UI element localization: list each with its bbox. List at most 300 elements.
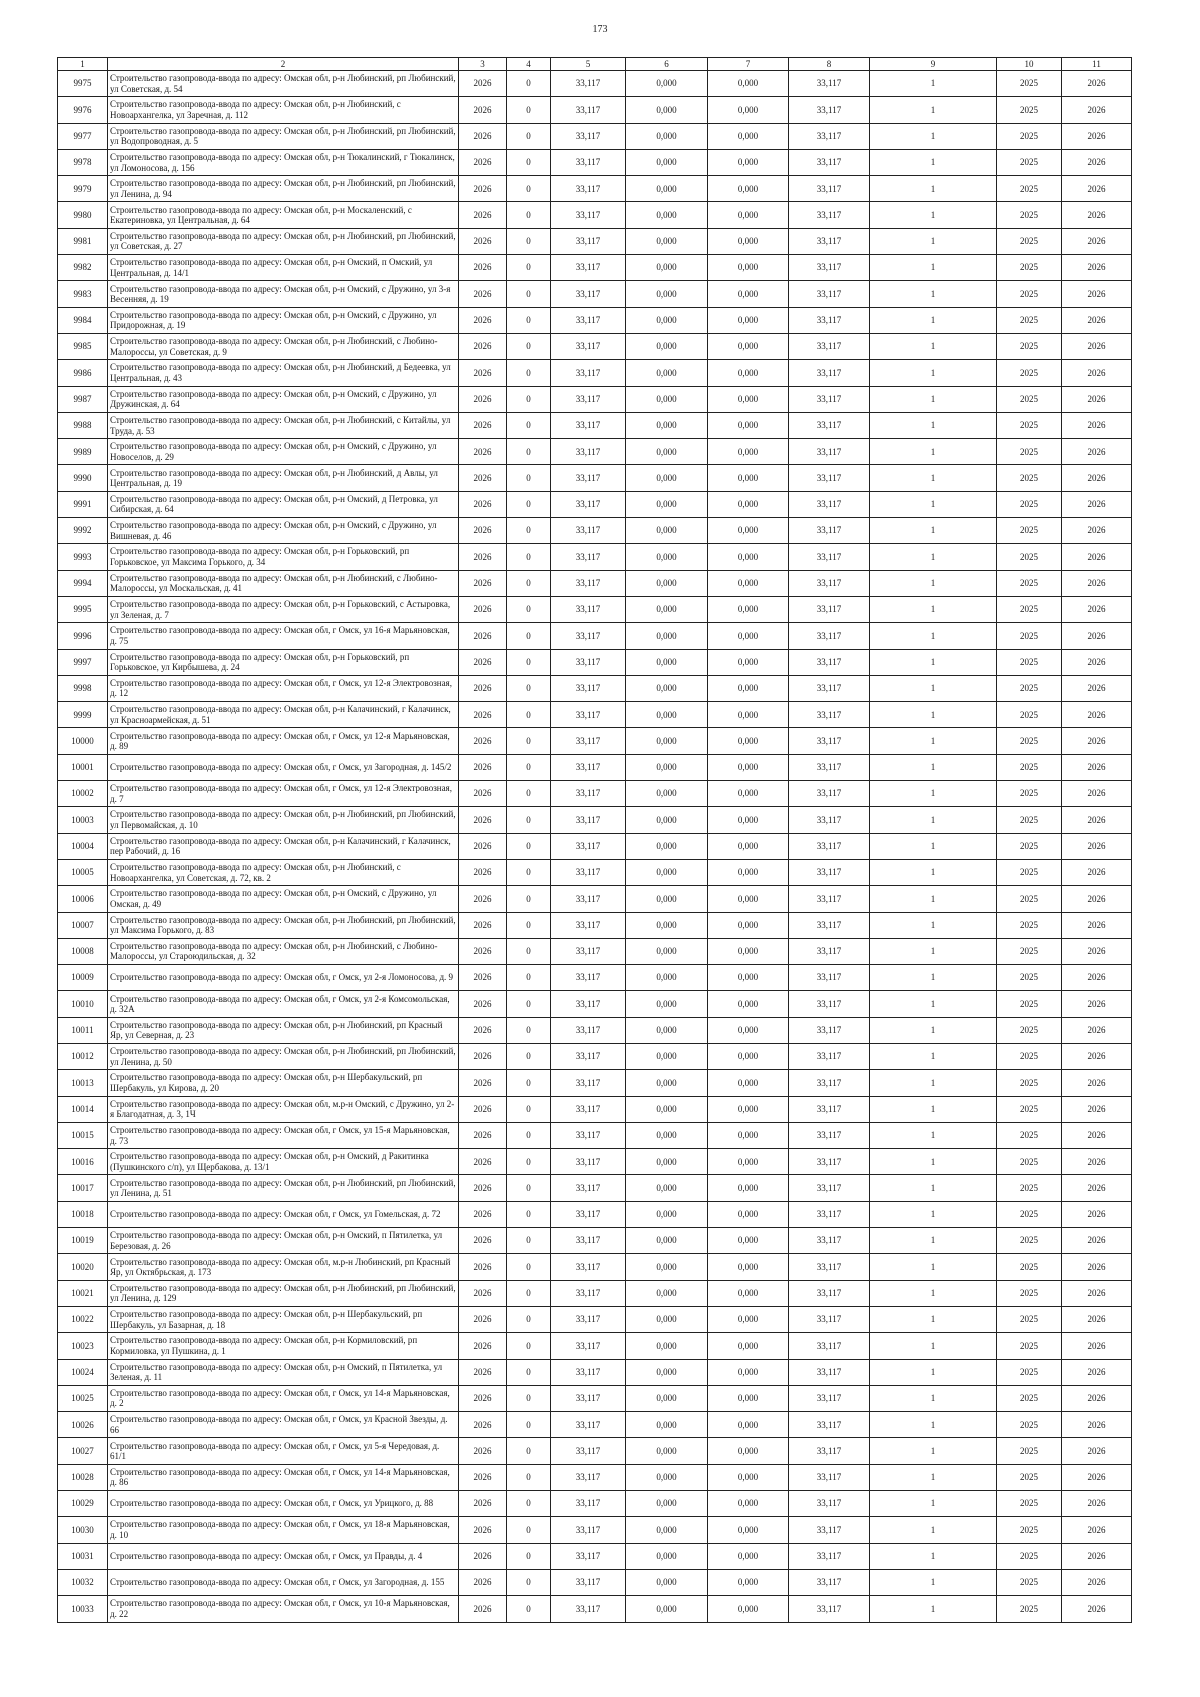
total-cost-cell: 33,117 xyxy=(551,386,626,412)
work-description-cell: Строительство газопровода-ввода по адресу: Омская обл, р-н Любинский, д Авлы, ул Центральная, д. 19 xyxy=(108,465,459,491)
completion-year-cell: 2026 xyxy=(459,1096,507,1122)
total-cost-cell: 33,117 xyxy=(551,1517,626,1543)
start-year-cell: 2025 xyxy=(997,1070,1062,1096)
value-col-4-cell: 0 xyxy=(507,491,551,517)
value-col-4-cell: 0 xyxy=(507,465,551,491)
row-number-cell: 9990 xyxy=(58,465,108,491)
completion-year-cell: 2026 xyxy=(459,465,507,491)
quantity-cell: 1 xyxy=(870,1596,997,1622)
start-year-cell: 2025 xyxy=(997,123,1062,149)
row-number-cell: 10031 xyxy=(58,1543,108,1569)
quantity-cell: 1 xyxy=(870,938,997,964)
value-col-7-cell: 0,000 xyxy=(708,333,789,359)
value-col-6-cell: 0,000 xyxy=(626,1438,708,1464)
table-row xyxy=(58,728,1132,754)
value-col-6-cell: 0,000 xyxy=(626,1122,708,1148)
cost-col-8-cell: 33,117 xyxy=(789,1569,870,1595)
end-year-cell: 2026 xyxy=(1062,1043,1132,1069)
end-year-cell: 2026 xyxy=(1062,439,1132,465)
end-year-cell: 2026 xyxy=(1062,1306,1132,1332)
cost-col-8-cell: 33,117 xyxy=(789,228,870,254)
table-row xyxy=(58,702,1132,728)
total-cost-cell: 33,117 xyxy=(551,1017,626,1043)
work-description-cell: Строительство газопровода-ввода по адресу: Омская обл, р-н Омский, п Пятилетка, ул Зеленая, д. 11 xyxy=(108,1359,459,1385)
row-number-cell: 9999 xyxy=(58,702,108,728)
row-number-cell: 10022 xyxy=(58,1306,108,1332)
value-col-4-cell: 0 xyxy=(507,754,551,780)
completion-year-cell: 2026 xyxy=(459,544,507,570)
row-number-cell: 10023 xyxy=(58,1333,108,1359)
end-year-cell: 2026 xyxy=(1062,1228,1132,1254)
cost-col-8-cell: 33,117 xyxy=(789,202,870,228)
quantity-cell: 1 xyxy=(870,1070,997,1096)
total-cost-cell: 33,117 xyxy=(551,1096,626,1122)
work-description-cell: Строительство газопровода-ввода по адресу: Омская обл, р-н Омский, д Петровка, ул Сибирская, д. 64 xyxy=(108,491,459,517)
value-col-6-cell: 0,000 xyxy=(626,1201,708,1227)
completion-year-cell: 2026 xyxy=(459,1175,507,1201)
value-col-6-cell: 0,000 xyxy=(626,491,708,517)
completion-year-cell: 2026 xyxy=(459,491,507,517)
quantity-cell: 1 xyxy=(870,149,997,175)
value-col-6-cell: 0,000 xyxy=(626,833,708,859)
completion-year-cell: 2026 xyxy=(459,886,507,912)
end-year-cell: 2026 xyxy=(1062,491,1132,517)
quantity-cell: 1 xyxy=(870,1175,997,1201)
total-cost-cell: 33,117 xyxy=(551,1543,626,1569)
end-year-cell: 2026 xyxy=(1062,886,1132,912)
value-col-6-cell: 0,000 xyxy=(626,439,708,465)
completion-year-cell: 2026 xyxy=(459,412,507,438)
table-row xyxy=(58,1201,1132,1227)
start-year-cell: 2025 xyxy=(997,859,1062,885)
row-number-cell: 9982 xyxy=(58,255,108,281)
work-description-cell: Строительство газопровода-ввода по адресу: Омская обл, г Омск, ул Урицкого, д. 88 xyxy=(108,1491,459,1517)
quantity-cell: 1 xyxy=(870,859,997,885)
total-cost-cell: 33,117 xyxy=(551,360,626,386)
start-year-cell: 2025 xyxy=(997,412,1062,438)
value-col-7-cell: 0,000 xyxy=(708,1228,789,1254)
completion-year-cell: 2026 xyxy=(459,938,507,964)
work-description-cell: Строительство газопровода-ввода по адресу: Омская обл, г Омск, ул Гомельская, д. 72 xyxy=(108,1201,459,1227)
cost-col-8-cell: 33,117 xyxy=(789,1517,870,1543)
total-cost-cell: 33,117 xyxy=(551,439,626,465)
row-number-cell: 10012 xyxy=(58,1043,108,1069)
row-number-cell: 9977 xyxy=(58,123,108,149)
completion-year-cell: 2026 xyxy=(459,202,507,228)
value-col-4-cell: 0 xyxy=(507,71,551,97)
cost-col-8-cell: 33,117 xyxy=(789,1070,870,1096)
quantity-cell: 1 xyxy=(870,965,997,991)
end-year-cell: 2026 xyxy=(1062,1070,1132,1096)
row-number-cell: 10009 xyxy=(58,965,108,991)
end-year-cell: 2026 xyxy=(1062,1096,1132,1122)
table-row xyxy=(58,1359,1132,1385)
table-row xyxy=(58,149,1132,175)
value-col-7-cell: 0,000 xyxy=(708,149,789,175)
total-cost-cell: 33,117 xyxy=(551,649,626,675)
total-cost-cell: 33,117 xyxy=(551,228,626,254)
completion-year-cell: 2026 xyxy=(459,97,507,123)
value-col-6-cell: 0,000 xyxy=(626,754,708,780)
cost-col-8-cell: 33,117 xyxy=(789,1096,870,1122)
start-year-cell: 2025 xyxy=(997,333,1062,359)
end-year-cell: 2026 xyxy=(1062,807,1132,833)
row-number-cell: 10015 xyxy=(58,1122,108,1148)
value-col-7-cell: 0,000 xyxy=(708,781,789,807)
value-col-4-cell: 0 xyxy=(507,333,551,359)
row-number-cell: 9998 xyxy=(58,675,108,701)
total-cost-cell: 33,117 xyxy=(551,1254,626,1280)
row-number-cell: 10016 xyxy=(58,1149,108,1175)
work-description-cell: Строительство газопровода-ввода по адресу: Омская обл, г Омск, ул Красной Звезды, д. 66 xyxy=(108,1412,459,1438)
start-year-cell: 2025 xyxy=(997,675,1062,701)
cost-col-8-cell: 33,117 xyxy=(789,675,870,701)
end-year-cell: 2026 xyxy=(1062,1359,1132,1385)
value-col-7-cell: 0,000 xyxy=(708,1043,789,1069)
work-description-cell: Строительство газопровода-ввода по адресу: Омская обл, г Омск, ул 18-я Марьяновская, д. 10 xyxy=(108,1517,459,1543)
completion-year-cell: 2026 xyxy=(459,1228,507,1254)
total-cost-cell: 33,117 xyxy=(551,1228,626,1254)
value-col-6-cell: 0,000 xyxy=(626,1412,708,1438)
work-description-cell: Строительство газопровода-ввода по адресу: Омская обл, р-н Шербакульский, рп Шербакуль, ул Базарная, д. 18 xyxy=(108,1306,459,1332)
total-cost-cell: 33,117 xyxy=(551,1412,626,1438)
table-row xyxy=(58,833,1132,859)
cost-col-8-cell: 33,117 xyxy=(789,71,870,97)
work-description-cell: Строительство газопровода-ввода по адресу: Омская обл, р-н Любинский, с Любино-Малороссы, ул Староюдильская, д. 32 xyxy=(108,938,459,964)
cost-col-8-cell: 33,117 xyxy=(789,702,870,728)
start-year-cell: 2025 xyxy=(997,1043,1062,1069)
cost-col-8-cell: 33,117 xyxy=(789,412,870,438)
completion-year-cell: 2026 xyxy=(459,807,507,833)
quantity-cell: 1 xyxy=(870,1464,997,1490)
value-col-4-cell: 0 xyxy=(507,912,551,938)
completion-year-cell: 2026 xyxy=(459,1385,507,1411)
value-col-7-cell: 0,000 xyxy=(708,1569,789,1595)
column-number-cell: 10 xyxy=(997,58,1062,71)
total-cost-cell: 33,117 xyxy=(551,1175,626,1201)
completion-year-cell: 2026 xyxy=(459,1333,507,1359)
completion-year-cell: 2026 xyxy=(459,859,507,885)
quantity-cell: 1 xyxy=(870,412,997,438)
end-year-cell: 2026 xyxy=(1062,1596,1132,1622)
value-col-6-cell: 0,000 xyxy=(626,728,708,754)
end-year-cell: 2026 xyxy=(1062,1412,1132,1438)
value-col-7-cell: 0,000 xyxy=(708,544,789,570)
value-col-7-cell: 0,000 xyxy=(708,1306,789,1332)
value-col-6-cell: 0,000 xyxy=(626,1070,708,1096)
work-description-cell: Строительство газопровода-ввода по адресу: Омская обл, р-н Любинский, рп Любинский, ул Ленина, д. 129 xyxy=(108,1280,459,1306)
value-col-7-cell: 0,000 xyxy=(708,465,789,491)
work-description-cell: Строительство газопровода-ввода по адресу: Омская обл, р-н Омский, с Дружино, ул 3-я Весенняя, д. 19 xyxy=(108,281,459,307)
total-cost-cell: 33,117 xyxy=(551,1464,626,1490)
table-row xyxy=(58,1543,1132,1569)
start-year-cell: 2025 xyxy=(997,1385,1062,1411)
start-year-cell: 2025 xyxy=(997,1359,1062,1385)
value-col-7-cell: 0,000 xyxy=(708,1175,789,1201)
quantity-cell: 1 xyxy=(870,228,997,254)
value-col-7-cell: 0,000 xyxy=(708,1122,789,1148)
work-description-cell: Строительство газопровода-ввода по адресу: Омская обл, р-н Любинский, с Любино-Малороссы, ул Советская, д. 9 xyxy=(108,333,459,359)
completion-year-cell: 2026 xyxy=(459,1017,507,1043)
start-year-cell: 2025 xyxy=(997,544,1062,570)
work-description-cell: Строительство газопровода-ввода по адресу: Омская обл, р-н Омский, с Дружино, ул Вишневая, д. 46 xyxy=(108,518,459,544)
start-year-cell: 2025 xyxy=(997,149,1062,175)
start-year-cell: 2025 xyxy=(997,360,1062,386)
row-number-cell: 9980 xyxy=(58,202,108,228)
total-cost-cell: 33,117 xyxy=(551,176,626,202)
end-year-cell: 2026 xyxy=(1062,1517,1132,1543)
work-description-cell: Строительство газопровода-ввода по адресу: Омская обл, м.р-н Любинский, рп Красный Яр, ул Октябрьская, д. 173 xyxy=(108,1254,459,1280)
end-year-cell: 2026 xyxy=(1062,1122,1132,1148)
cost-col-8-cell: 33,117 xyxy=(789,938,870,964)
end-year-cell: 2026 xyxy=(1062,754,1132,780)
completion-year-cell: 2026 xyxy=(459,649,507,675)
table-row xyxy=(58,1070,1132,1096)
cost-col-8-cell: 33,117 xyxy=(789,307,870,333)
value-col-4-cell: 0 xyxy=(507,412,551,438)
end-year-cell: 2026 xyxy=(1062,1385,1132,1411)
value-col-4-cell: 0 xyxy=(507,518,551,544)
cost-col-8-cell: 33,117 xyxy=(789,1491,870,1517)
work-description-cell: Строительство газопровода-ввода по адресу: Омская обл, р-н Любинский, с Новоархангелка, ул Заречная, д. 112 xyxy=(108,97,459,123)
cost-col-8-cell: 33,117 xyxy=(789,518,870,544)
value-col-7-cell: 0,000 xyxy=(708,1149,789,1175)
table-row xyxy=(58,1464,1132,1490)
work-description-cell: Строительство газопровода-ввода по адресу: Омская обл, г Омск, ул Правды, д. 4 xyxy=(108,1543,459,1569)
value-col-6-cell: 0,000 xyxy=(626,1385,708,1411)
value-col-6-cell: 0,000 xyxy=(626,176,708,202)
table-row xyxy=(58,1333,1132,1359)
quantity-cell: 1 xyxy=(870,1438,997,1464)
value-col-6-cell: 0,000 xyxy=(626,1543,708,1569)
quantity-cell: 1 xyxy=(870,1569,997,1595)
start-year-cell: 2025 xyxy=(997,228,1062,254)
cost-col-8-cell: 33,117 xyxy=(789,886,870,912)
quantity-cell: 1 xyxy=(870,1543,997,1569)
quantity-cell: 1 xyxy=(870,307,997,333)
quantity-cell: 1 xyxy=(870,596,997,622)
value-col-7-cell: 0,000 xyxy=(708,518,789,544)
completion-year-cell: 2026 xyxy=(459,965,507,991)
completion-year-cell: 2026 xyxy=(459,1122,507,1148)
value-col-7-cell: 0,000 xyxy=(708,1254,789,1280)
completion-year-cell: 2026 xyxy=(459,228,507,254)
total-cost-cell: 33,117 xyxy=(551,728,626,754)
cost-col-8-cell: 33,117 xyxy=(789,623,870,649)
work-description-cell: Строительство газопровода-ввода по адресу: Омская обл, р-н Любинский, рп Любинский, ул Советская, д. 27 xyxy=(108,228,459,254)
total-cost-cell: 33,117 xyxy=(551,518,626,544)
start-year-cell: 2025 xyxy=(997,912,1062,938)
work-description-cell: Строительство газопровода-ввода по адресу: Омская обл, р-н Любинский, рп Любинский, ул Ленина, д. 50 xyxy=(108,1043,459,1069)
value-col-6-cell: 0,000 xyxy=(626,518,708,544)
quantity-cell: 1 xyxy=(870,176,997,202)
value-col-6-cell: 0,000 xyxy=(626,807,708,833)
quantity-cell: 1 xyxy=(870,728,997,754)
end-year-cell: 2026 xyxy=(1062,859,1132,885)
quantity-cell: 1 xyxy=(870,1491,997,1517)
start-year-cell: 2025 xyxy=(997,991,1062,1017)
value-col-6-cell: 0,000 xyxy=(626,465,708,491)
table-row xyxy=(58,544,1132,570)
value-col-4-cell: 0 xyxy=(507,1149,551,1175)
total-cost-cell: 33,117 xyxy=(551,1596,626,1622)
row-number-cell: 10025 xyxy=(58,1385,108,1411)
column-number-row xyxy=(58,58,1132,71)
value-col-4-cell: 0 xyxy=(507,176,551,202)
value-col-6-cell: 0,000 xyxy=(626,912,708,938)
value-col-6-cell: 0,000 xyxy=(626,123,708,149)
work-description-cell: Строительство газопровода-ввода по адресу: Омская обл, р-н Тюкалинский, г Тюкалинск, ул Ломоносова, д. 156 xyxy=(108,149,459,175)
row-number-cell: 10032 xyxy=(58,1569,108,1595)
start-year-cell: 2025 xyxy=(997,71,1062,97)
total-cost-cell: 33,117 xyxy=(551,149,626,175)
value-col-6-cell: 0,000 xyxy=(626,570,708,596)
start-year-cell: 2025 xyxy=(997,1122,1062,1148)
value-col-7-cell: 0,000 xyxy=(708,439,789,465)
quantity-cell: 1 xyxy=(870,333,997,359)
end-year-cell: 2026 xyxy=(1062,360,1132,386)
end-year-cell: 2026 xyxy=(1062,596,1132,622)
end-year-cell: 2026 xyxy=(1062,281,1132,307)
table-row xyxy=(58,1385,1132,1411)
start-year-cell: 2025 xyxy=(997,491,1062,517)
value-col-7-cell: 0,000 xyxy=(708,412,789,438)
start-year-cell: 2025 xyxy=(997,1543,1062,1569)
row-number-cell: 10001 xyxy=(58,754,108,780)
total-cost-cell: 33,117 xyxy=(551,991,626,1017)
work-description-cell: Строительство газопровода-ввода по адресу: Омская обл, р-н Горьковский, с Астыровка, ул Зеленая, д. 7 xyxy=(108,596,459,622)
column-number-cell: 4 xyxy=(507,58,551,71)
end-year-cell: 2026 xyxy=(1062,1464,1132,1490)
completion-year-cell: 2026 xyxy=(459,912,507,938)
value-col-4-cell: 0 xyxy=(507,1122,551,1148)
value-col-4-cell: 0 xyxy=(507,649,551,675)
row-number-cell: 9989 xyxy=(58,439,108,465)
quantity-cell: 1 xyxy=(870,754,997,780)
value-col-6-cell: 0,000 xyxy=(626,649,708,675)
completion-year-cell: 2026 xyxy=(459,570,507,596)
end-year-cell: 2026 xyxy=(1062,518,1132,544)
end-year-cell: 2026 xyxy=(1062,1543,1132,1569)
table-row xyxy=(58,859,1132,885)
column-number-cell: 11 xyxy=(1062,58,1132,71)
total-cost-cell: 33,117 xyxy=(551,1306,626,1332)
completion-year-cell: 2026 xyxy=(459,1280,507,1306)
end-year-cell: 2026 xyxy=(1062,781,1132,807)
completion-year-cell: 2026 xyxy=(459,71,507,97)
work-description-cell: Строительство газопровода-ввода по адресу: Омская обл, р-н Любинский, рп Любинский, ул Советская, д. 54 xyxy=(108,71,459,97)
value-col-4-cell: 0 xyxy=(507,1280,551,1306)
quantity-cell: 1 xyxy=(870,912,997,938)
start-year-cell: 2025 xyxy=(997,1569,1062,1595)
completion-year-cell: 2026 xyxy=(459,1306,507,1332)
end-year-cell: 2026 xyxy=(1062,307,1132,333)
value-col-4-cell: 0 xyxy=(507,938,551,964)
cost-col-8-cell: 33,117 xyxy=(789,570,870,596)
column-number-cell: 8 xyxy=(789,58,870,71)
value-col-6-cell: 0,000 xyxy=(626,307,708,333)
completion-year-cell: 2026 xyxy=(459,1491,507,1517)
value-col-6-cell: 0,000 xyxy=(626,859,708,885)
value-col-4-cell: 0 xyxy=(507,570,551,596)
value-col-4-cell: 0 xyxy=(507,596,551,622)
table-row xyxy=(58,1517,1132,1543)
work-description-cell: Строительство газопровода-ввода по адресу: Омская обл, р-н Омский, с Дружино, ул Омская, д. 49 xyxy=(108,886,459,912)
value-col-4-cell: 0 xyxy=(507,1228,551,1254)
row-number-cell: 9994 xyxy=(58,570,108,596)
cost-col-8-cell: 33,117 xyxy=(789,965,870,991)
cost-col-8-cell: 33,117 xyxy=(789,991,870,1017)
row-number-cell: 9981 xyxy=(58,228,108,254)
cost-col-8-cell: 33,117 xyxy=(789,1543,870,1569)
total-cost-cell: 33,117 xyxy=(551,965,626,991)
total-cost-cell: 33,117 xyxy=(551,702,626,728)
column-number-cell: 1 xyxy=(58,58,108,71)
value-col-4-cell: 0 xyxy=(507,439,551,465)
start-year-cell: 2025 xyxy=(997,833,1062,859)
quantity-cell: 1 xyxy=(870,518,997,544)
work-description-cell: Строительство газопровода-ввода по адресу: Омская обл, р-н Любинский, рп Любинский, ул Ленина, д. 51 xyxy=(108,1175,459,1201)
table-row xyxy=(58,912,1132,938)
work-description-cell: Строительство газопровода-ввода по адресу: Омская обл, г Омск, ул 2-я Комсомольская, д. 32А xyxy=(108,991,459,1017)
end-year-cell: 2026 xyxy=(1062,386,1132,412)
value-col-4-cell: 0 xyxy=(507,360,551,386)
end-year-cell: 2026 xyxy=(1062,1149,1132,1175)
row-number-cell: 10002 xyxy=(58,781,108,807)
total-cost-cell: 33,117 xyxy=(551,1491,626,1517)
row-number-cell: 9983 xyxy=(58,281,108,307)
value-col-6-cell: 0,000 xyxy=(626,386,708,412)
cost-col-8-cell: 33,117 xyxy=(789,281,870,307)
work-description-cell: Строительство газопровода-ввода по адресу: Омская обл, р-н Любинский, рп Любинский, ул Водопроводная, д. 5 xyxy=(108,123,459,149)
value-col-4-cell: 0 xyxy=(507,1543,551,1569)
table-row xyxy=(58,807,1132,833)
end-year-cell: 2026 xyxy=(1062,465,1132,491)
work-description-cell: Строительство газопровода-ввода по адресу: Омская обл, г Омск, ул 14-я Марьяновская, д. 2 xyxy=(108,1385,459,1411)
table-row xyxy=(58,360,1132,386)
table-row xyxy=(58,1306,1132,1332)
start-year-cell: 2025 xyxy=(997,1175,1062,1201)
row-number-cell: 10013 xyxy=(58,1070,108,1096)
quantity-cell: 1 xyxy=(870,1254,997,1280)
completion-year-cell: 2026 xyxy=(459,281,507,307)
row-number-cell: 10017 xyxy=(58,1175,108,1201)
row-number-cell: 10006 xyxy=(58,886,108,912)
value-col-7-cell: 0,000 xyxy=(708,307,789,333)
completion-year-cell: 2026 xyxy=(459,833,507,859)
start-year-cell: 2025 xyxy=(997,1228,1062,1254)
row-number-cell: 10000 xyxy=(58,728,108,754)
cost-col-8-cell: 33,117 xyxy=(789,360,870,386)
end-year-cell: 2026 xyxy=(1062,991,1132,1017)
row-number-cell: 9992 xyxy=(58,518,108,544)
quantity-cell: 1 xyxy=(870,1412,997,1438)
start-year-cell: 2025 xyxy=(997,518,1062,544)
table-row xyxy=(58,1122,1132,1148)
row-number-cell: 10019 xyxy=(58,1228,108,1254)
value-col-4-cell: 0 xyxy=(507,255,551,281)
cost-col-8-cell: 33,117 xyxy=(789,754,870,780)
value-col-6-cell: 0,000 xyxy=(626,412,708,438)
work-description-cell: Строительство газопровода-ввода по адресу: Омская обл, р-н Калачинский, г Калачинск, пер Рабочий, д. 16 xyxy=(108,833,459,859)
cost-col-8-cell: 33,117 xyxy=(789,1254,870,1280)
cost-col-8-cell: 33,117 xyxy=(789,97,870,123)
table-row xyxy=(58,307,1132,333)
value-col-4-cell: 0 xyxy=(507,1306,551,1332)
table-row xyxy=(58,781,1132,807)
value-col-7-cell: 0,000 xyxy=(708,123,789,149)
completion-year-cell: 2026 xyxy=(459,1438,507,1464)
